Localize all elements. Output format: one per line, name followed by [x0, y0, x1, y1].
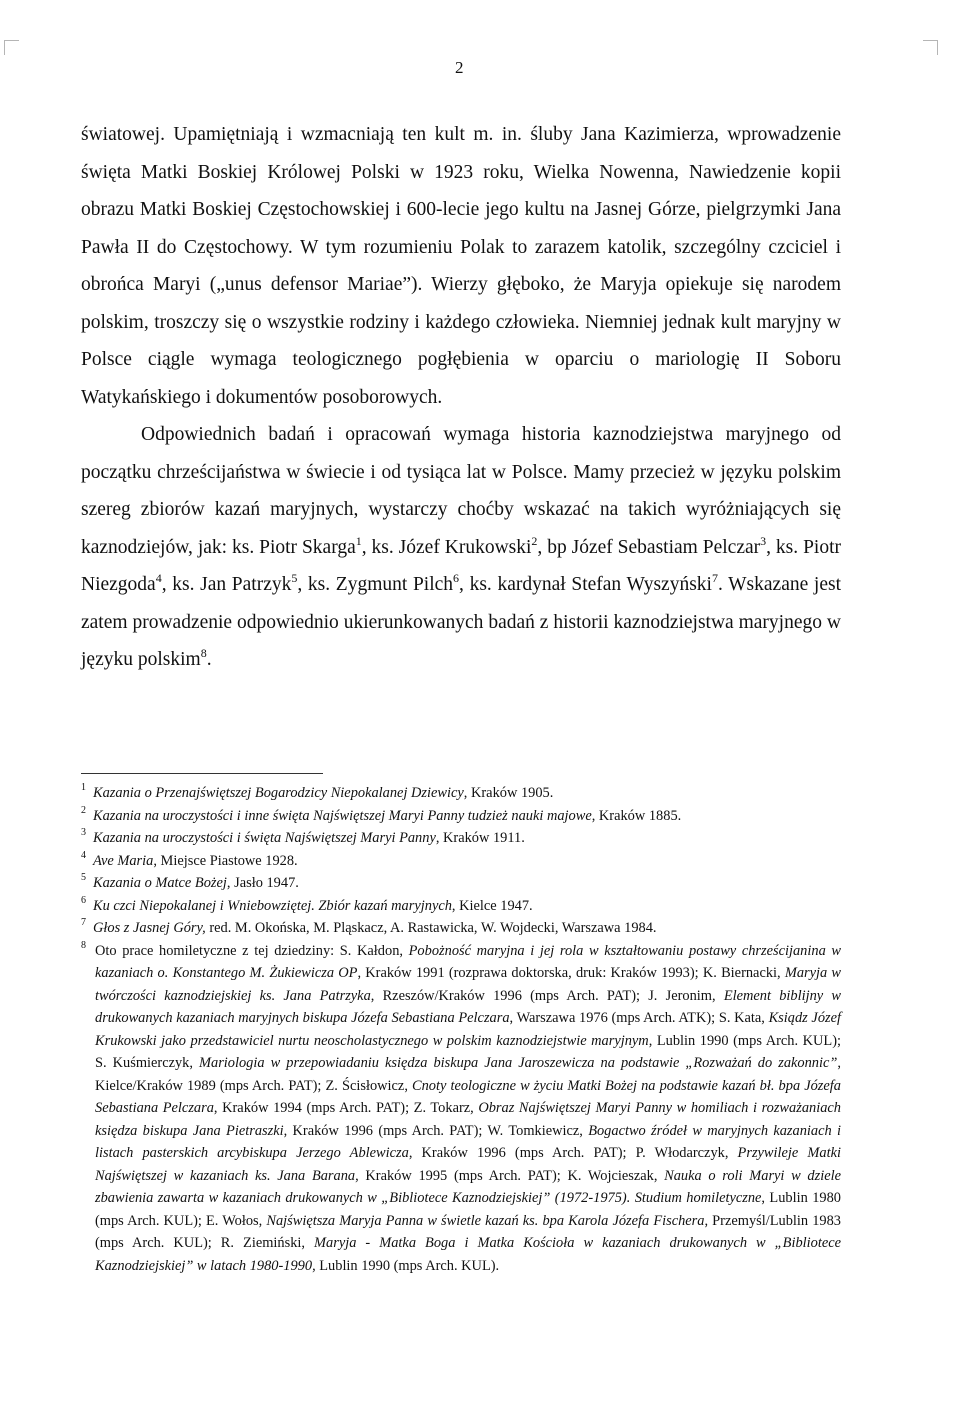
text-run: , Warszawa 1976 (mps Arch. ATK); S. Kata, [509, 1010, 769, 1026]
text-run: , Kielce 1947. [451, 897, 533, 914]
footnote-text [93, 898, 533, 914]
italic-title: Cnoty teologiczne w życiu Matki Bożej na podstawie kazań bł. bpa Józefa Sebastiana Pelczara [95, 1077, 841, 1116]
text-run: , ks. Piotr Niezgoda [81, 536, 841, 595]
text-run: Odpowiednich badań i opracowań wymaga historia kaznodziejstwa maryjnego od początku chrześcijaństwa w świecie i od tysiąca lat w Polsce. Mamy przecież w języku polskim szereg zbiorów kazań maryjnych, wystarczy choćby wskazać na takich wyróżniających się kaznodziejów, jak: ks. Piotr Skarga [81, 424, 841, 558]
italic-title: Bogactwo źródeł w maryjnych kazaniach i listach pasterskich arcybiskupa Jerzego Ablewicza [95, 1122, 842, 1161]
footnote-separator [81, 773, 323, 774]
text-run: , Kraków 1905. [463, 785, 554, 801]
footnote-4 [81, 850, 841, 873]
text-run: , Lublin 1990 (mps Arch. KUL). [312, 1257, 500, 1274]
footnote-8 [81, 940, 841, 1278]
italic-title: Maryja - Matka Boga i Matka Kościoła w kazaniach drukowanych w „Bibliotece Kaznodziejskiej” w latach 1980-1990 [95, 1235, 842, 1274]
italic-title: Mariologia w przepowiadaniu księdza biskupa Jana Jaroszewicza na podstawie „Rozważań do zakonnic” [199, 1055, 838, 1071]
footnote-2 [81, 805, 841, 828]
footnote-5 [81, 872, 841, 895]
body-text [81, 116, 841, 679]
footnote-number: 3 [81, 827, 86, 838]
italic-title: Kazania na uroczystości i inne święta Najświętszej Maryi Panny tudzież nauki majowe [93, 807, 592, 824]
text-run: , ks. Józef Krukowski [361, 536, 532, 558]
text-run: , ks. Zygmunt Pilch [297, 574, 454, 595]
footnote-text [95, 940, 841, 1278]
footnote-number: 7 [81, 917, 86, 928]
footnote-reference: 2 [531, 533, 538, 548]
italic-title: Ksiądz Józef Krukowski jako przedstawiciel nurtu neoscholastycznego w polskim kaznodziejstwie maryjnym [95, 1010, 841, 1049]
paragraph [81, 416, 841, 679]
footnote-reference: 4 [155, 571, 162, 585]
text-run: , ks. Jan Patrzyk [161, 574, 292, 595]
italic-title: Kazania o Matce Bożej [93, 875, 227, 891]
footnote-number: 6 [81, 894, 86, 906]
italic-title: Pobożność maryjna i jej rola w kształtowaniu postawy chrześcijanina w kazaniach o. Konstantego M. Żukiewicza OP [95, 942, 841, 981]
footnote-number: 8 [81, 939, 86, 951]
footnote-text [93, 875, 299, 891]
text-run: , Kraków 1991 (rozprawa doktorska, druk: Kraków 1993); K. Biernacki, [357, 965, 785, 981]
footnote-number: 5 [81, 872, 86, 883]
text-run: , Lublin 1990 (mps Arch. KUL); S. Kuśmierczyk, [95, 1032, 841, 1071]
text-run: , Kraków 1995 (mps Arch. PAT); K. Wojcieszak, [355, 1167, 665, 1184]
footnote-text [93, 808, 681, 824]
text-run: , Przemyśl/Lublin 1983 (mps Arch. KUL); R. Ziemiński, [95, 1212, 841, 1251]
footnote-reference: 1 [355, 533, 362, 548]
page-corner-mark-right [923, 40, 938, 55]
italic-title: Ave Maria [93, 852, 154, 869]
italic-title: Maryja w twórczości kaznodziejskiej ks. Jana Patrzyka [95, 965, 842, 1004]
italic-title: Ku czci Niepokalanej i Wniebowziętej. Zbiór kazań maryjnych [93, 897, 452, 914]
footnote-number: 2 [81, 804, 86, 816]
paragraph [81, 116, 841, 416]
italic-title: Głos z Jasnej Góry, [93, 920, 206, 936]
text-run: światowej. Upamiętniają i wzmacniają ten kult m. in. śluby Jana Kazimierza, wprowadzenie święta Matki Boskiej Królowej Polski w 1923 roku, Wielka Nowenna, Nawiedzenie kopii obrazu Matki Boskiej Częstochowskiej i 600-lecie jego kultu na Jasnej Górze, pielgrzymki Jana Pawła II do Częstochowy. W tym rozumieniu Polak to zarazem katolik, szczególny czciciel i obrońca Maryi („unus defensor Mariae”). Wierzy głęboko, że Maryja opiekuje się narodem polskim, troszczy się o wszystkie rodziny i każdego człowieka. Niemniej jednak kult maryjny w Polsce ciągle wymaga teologicznego pogłębienia w oparciu o mariologię II Soboru Watykańskiego i dokumentów posoborowych. [81, 124, 841, 408]
text-run: , Kraków 1885. [591, 807, 682, 824]
footnote-reference: 8 [200, 646, 207, 660]
italic-title: Nauka o roli Maryi w dziele zbawienia zawarta w kazaniach drukowanych w „Bibliotece Kaznodziejskiej” (1972-1975). Studium homiletyczne [95, 1167, 841, 1206]
footnote-number: 4 [81, 849, 86, 861]
footnote-reference: 3 [760, 533, 767, 548]
footnote-text [93, 920, 657, 936]
text-run: , bp Józef Sebastiam Pelczar [537, 536, 761, 558]
text-run: . Wskazane jest zatem prowadzenie odpowiednio ukierunkowanych badań z historii kaznodziejstwa maryjnego w języku polskim [81, 574, 842, 670]
footnote-reference: 6 [453, 571, 460, 585]
footnote-reference: 5 [291, 571, 298, 585]
text-run: , Kraków 1911. [435, 830, 525, 846]
footnote-1 [81, 782, 841, 805]
italic-title: Kazania o Przenajświętszej Bogarodzicy Niepokalanej Dziewicy [93, 785, 464, 801]
text-run: , ks. kardynał Stefan Wyszyński [459, 574, 712, 595]
text-run: , Kraków 1996 (mps Arch. PAT); W. Tomkiewicz, [283, 1122, 589, 1139]
italic-title: Obraz Najświętszej Maryi Panny w homiliach i rozważaniach księdza biskupa Jana Pietraszki [95, 1100, 841, 1139]
text-run: , Lublin 1980 (mps Arch. KUL); E. Wołos, [95, 1190, 841, 1229]
text-run: , Jasło 1947. [226, 875, 299, 891]
text-run: red. M. Okońska, M. Pląskacz, A. Rastawicka, W. Wojdecki, Warszawa 1984. [205, 920, 657, 936]
footnote-text [93, 853, 298, 869]
italic-title: Przywileje Matki Najświętszej w kazaniach ks. Jana Barana [95, 1145, 841, 1184]
footnotes [81, 782, 841, 1277]
page-number: 2 [455, 58, 464, 77]
text-run: . [206, 649, 212, 670]
italic-title: Kazania na uroczystości i święta Najświętszej Maryi Panny [93, 830, 436, 846]
text-run: , Kraków 1996 (mps Arch. PAT); P. Włodarczyk, [408, 1145, 738, 1161]
text-run: , Kraków 1994 (mps Arch. PAT); Z. Tokarz, [213, 1100, 479, 1116]
italic-title: Najświętsza Maryja Panna w świetle kazań ks. bpa Karola Józefa Fischera [266, 1212, 705, 1229]
text-run: , Rzeszów/Kraków 1996 (mps Arch. PAT); J. Jeronim, [370, 987, 724, 1004]
text-run: , Kielce/Kraków 1989 (mps Arch. PAT); Z. Ścisłowicz, [95, 1055, 841, 1094]
text-run: , Miejsce Piastowe 1928. [153, 852, 298, 869]
footnote-7 [81, 917, 841, 940]
page-corner-mark-left [4, 40, 19, 55]
footnote-number: 1 [81, 782, 86, 793]
italic-title: Element biblijny w drukowanych kazaniach maryjnych biskupa Józefa Sebastiana Pelczara [95, 987, 841, 1026]
text-run: Oto prace homiletyczne z tej dziedziny: S. Kałdon, [95, 942, 409, 959]
footnote-3 [81, 827, 841, 850]
footnote-reference: 7 [711, 571, 718, 585]
footnote-6 [81, 895, 841, 918]
footnote-text [93, 830, 525, 846]
footnote-text [93, 785, 553, 801]
